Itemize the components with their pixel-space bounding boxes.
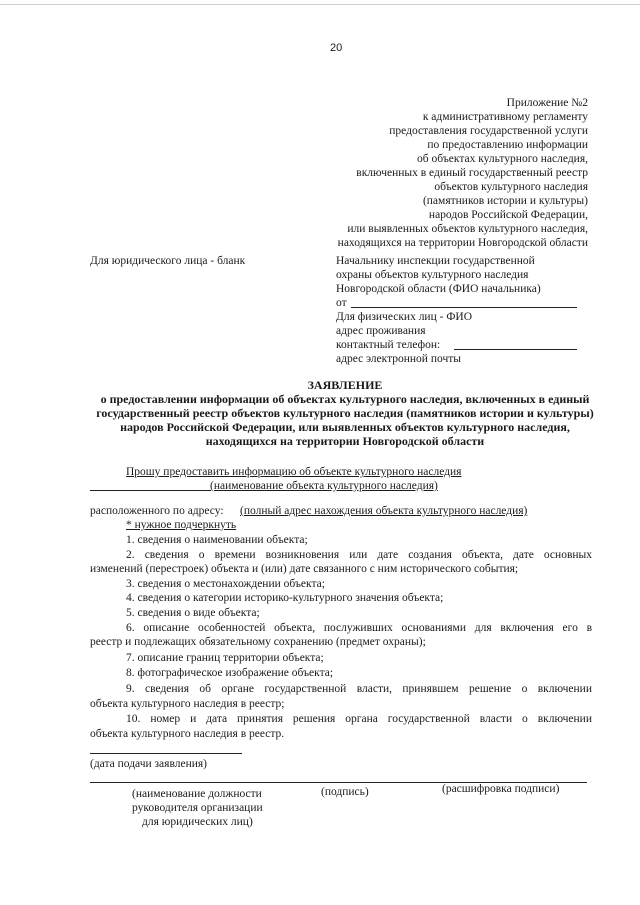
document-title: о предоставлении информации об объектах культурного наследия, включенных в единый государственный реестр объектов культурного наследия (памятников истории и культуры) народов Российской Федерации, или выявленных объектов культурного наследия, находящихся на территории Новгородской области [96,392,594,448]
list-item: 9. сведения об органе государственной власти, принявшем решение о включении [126,683,592,695]
list-item-cont: объекта культурного наследия в реестр; [90,698,285,710]
annex-line: (памятников истории и культуры) [422,195,588,207]
annex-line: об объектах культурного наследия, [417,153,588,165]
underline-note: * нужное подчеркнуть [126,519,237,531]
annex-line: или выявленных объектов культурного наследия, [347,223,588,235]
object-name-caption: (наименование объекта культурного наследия) [210,480,438,492]
annex-line: народов Российской Федерации, [428,209,588,221]
addressee-line: Для физических лиц - ФИО [336,311,473,323]
list-item: 2. сведения о времени возникновения или дате создания объекта, дате основных [126,549,592,561]
addressee-line: Начальнику инспекции государственной [336,255,535,267]
scan-edge [0,4,640,5]
annex-line: объектов культурного наследия [434,181,588,193]
list-item: 1. сведения о наименовании объекта; [126,534,308,546]
address-prefix: расположенного по адресу: [90,505,224,517]
phone-line [454,349,577,350]
position-label: (наименование должности [132,788,262,800]
annex-line: предоставления государственной услуги [389,125,588,137]
object-name-line [90,490,210,491]
annex-line: по предоставлению информации [427,139,588,151]
sign-label: (подпись) [321,786,369,798]
document-heading: ЗАЯВЛЕНИЕ [307,378,383,392]
annex-line: находящихся на территории Новгородской области [337,237,588,249]
list-item: 3. сведения о местонахождении объекта; [126,578,325,590]
list-item-cont: изменений (перестроек) объекта и (или) дате связанного с ним исторического события; [90,563,519,575]
list-item-cont: реестр и подлежащих обязательному сохранению (предмет охраны); [90,636,426,648]
annex-line: Приложение №2 [506,97,588,109]
from-line [351,307,577,308]
address-value: (полный адрес нахождения объекта культурного наследия) [240,505,528,517]
annex-line: включенных в единый государственный реестр [356,167,588,179]
addressee-line: охраны объектов культурного наследия [336,269,529,281]
addressee-line: адрес проживания [336,325,426,337]
addressee-line: Новгородской области (ФИО начальника) [336,283,541,295]
list-item: 8. фотографическое изображение объекта; [126,667,334,679]
decode-label: (расшифровка подписи) [442,783,560,795]
phone-label: контактный телефон: [336,339,441,351]
position-label: для юридических лиц) [142,816,253,828]
from-label: от [336,297,347,309]
list-item: 4. сведения о категории историко-культурного значения объекта; [126,592,444,604]
list-item: 6. описание особенностей объекта, послуживших основаниями для включения его в [126,622,592,634]
annex-line: к административному регламенту [422,111,588,123]
addressee-line: адрес электронной почты [336,353,461,365]
request-line: Прошу предоставить информацию об объекте культурного наследия [126,466,462,478]
list-item: 5. сведения о виде объекта; [126,607,260,619]
date-label: (дата подачи заявления) [90,758,207,770]
page-number: 20 [330,42,343,54]
list-item: 10. номер и дата принятия решения органа государственной власти о включении [126,713,592,725]
legal-entity-note: Для юридического лица - бланк [90,255,246,267]
list-item: 7. описание границ территории объекта; [126,652,324,664]
list-item-cont: объекта культурного наследия в реестр. [90,728,285,740]
position-label: руководителя организации [132,802,263,814]
date-line [90,753,242,754]
